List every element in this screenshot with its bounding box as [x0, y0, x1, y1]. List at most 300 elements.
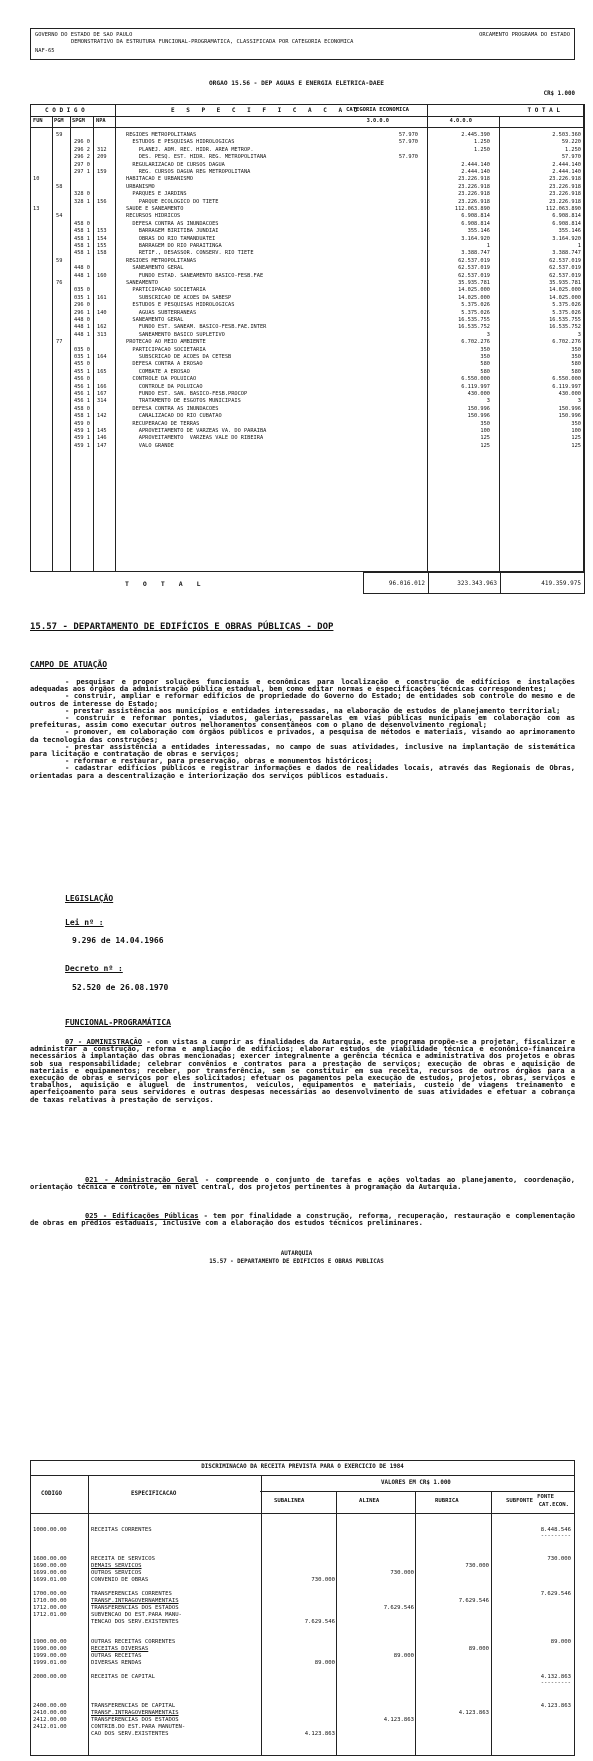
- receita-cell-e: TRANSF.INTRAGOVERNAMENTAIS: [91, 1598, 179, 1604]
- budget-cell-npa: 153: [97, 228, 107, 235]
- col-head-especificacao: E S P E C I F I C A C A O: [171, 107, 362, 114]
- budget-cell-v4: 23.226.918: [458, 198, 490, 205]
- header-report-title: ORCAMENTO PROGRAMA DO ESTADO: [479, 32, 570, 38]
- receita-cell-c: 2000.00.00: [33, 1674, 67, 1680]
- budget-cell-pgm: 59: [56, 132, 63, 138]
- budget-cell-desc: PARQUE ECOLOGICO DO TIETE: [126, 198, 219, 205]
- budget-cell-t: 35.935.781: [549, 280, 581, 286]
- budget-cell-spgm: 448 0: [74, 317, 90, 323]
- budget-cell-spgm: 296 0: [74, 139, 90, 146]
- budget-cell-v4: 23.226.918: [458, 176, 490, 183]
- budget-cell-spgm: 296 2: [74, 154, 90, 161]
- receita-cell-e: TENCAO DOS SERV.EXISTENTES: [91, 1619, 179, 1625]
- receita-col-subfonte: SUBFONTE: [506, 1498, 533, 1504]
- campo-item: - cadastrar edifícios públicos e registrar informações e dados de realidades locais, através das Regionais de Obras, orientadas para a descentralização e interiorização dos serviços públicos estaduais.: [30, 763, 575, 780]
- budget-cell-npa: 167: [97, 391, 107, 397]
- budget-cell-v3: 57.970: [398, 132, 418, 138]
- receita-cell-sf: 7.629.546: [458, 1598, 489, 1604]
- receita-cell-sf: 4.123.863: [458, 1710, 489, 1716]
- budget-cell-desc: FUNDO EST. SANEAM. BASICO-FESB.FAE.INTER: [126, 324, 267, 331]
- program-07-text: - com vistas a cumprir as finalidades da Autarquia, este programa propõe-se a projetar, fiscalizar e administrar a construção, reforma e ampliação de edifícios; elaborar estudos de viabilidade técnica e econômico-financeira necessários à implantação das obras mencionadas; exercer integralmente a gerência técnica e administrativa dos projetos e obras sob sua responsabilidade; celebrar convênios e contratos para a prestação de serviços; execução de obras e aquisição de materiais e equipamentos; receber, por transferência, sem se constituir em sua receita, recursos de outros órgãos para a execução de obras e serviços por eles solicitados; efetuar os pagamentos pela execução de estudos, projetos, obras, serviços e trabalhos, aquisição e aluguel de instrumentos, veículos, equipamentos e materiais, custeio de viagens treinamento e aperfeiçoamento para seus servidores e outras despesas necessárias ao desenvolvimento de suas atividades e efetuar a cobrança de taxas relativas à prestação de serviços.: [30, 1037, 575, 1104]
- receita-cell-e: RECEITAS DE CAPITAL: [91, 1674, 155, 1680]
- budget-cell-t: 150.996: [558, 413, 581, 420]
- budget-cell-desc: SUBSCRICAO DE ACOES DA CETESB: [126, 354, 232, 360]
- budget-row: [31, 280, 584, 287]
- receita-cell-fon: 730.000: [547, 1556, 571, 1562]
- budget-row: [31, 443, 584, 450]
- receita-cell-e: DIVERSAS RENDAS: [91, 1660, 142, 1666]
- budget-cell-spgm: 458 0: [74, 405, 90, 412]
- budget-row: [31, 421, 584, 428]
- budget-cell-spgm: 458 1: [74, 250, 90, 257]
- funcional-title: FUNCIONAL-PROGRAMÁTICA: [65, 1018, 171, 1027]
- budget-cell-t: 23.226.918: [549, 198, 581, 205]
- budget-row: [31, 147, 584, 154]
- budget-cell-t: 59.220: [561, 139, 581, 146]
- budget-cell-v4: 6.908.814: [461, 213, 490, 220]
- receita-cell-rub: 4.123.863: [383, 1717, 414, 1723]
- budget-cell-v4: 430.000: [467, 391, 490, 397]
- budget-cell-npa: 155: [97, 243, 107, 249]
- receita-underline: ---------: [540, 1680, 571, 1686]
- receita-cell-c: 1999.01.00: [33, 1660, 67, 1666]
- col-head-codigo: C O D I G O: [45, 107, 85, 114]
- receita-table-title: DISCRIMINACAO DA RECEITA PREVISTA PARA O EXERCICIO DE 1984: [201, 1464, 404, 1470]
- budget-cell-pgm: 77: [56, 339, 63, 346]
- receita-cell-fon: 4.123.863: [540, 1703, 571, 1709]
- budget-cell-spgm: 458 1: [74, 228, 90, 235]
- budget-cell-t: 16.535.755: [549, 317, 581, 323]
- budget-cell-fun: 10: [33, 176, 40, 183]
- campo-item: - pesquisar e propor soluções funcionais e econômicas para localização e construção de edifícios e instalações adequadas aos órgãos da administração pública estadual, bem como editar normas e especificações técnicas correspondentes;: [30, 677, 575, 694]
- col-fun: FUN: [33, 118, 43, 124]
- budget-cell-t: 14.025.000: [549, 287, 581, 294]
- receita-cell-fon: 7.629.546: [540, 1591, 571, 1597]
- receita-row: [31, 1731, 574, 1738]
- budget-cell-t: 3.388.747: [552, 250, 581, 257]
- budget-cell-t: 23.226.918: [549, 191, 581, 198]
- receita-cell-c: 2412.00.00: [33, 1717, 67, 1723]
- receita-cell-c: 1699.00.00: [33, 1570, 67, 1576]
- budget-cell-t: 350: [571, 354, 581, 360]
- budget-row: [31, 376, 584, 383]
- budget-cell-npa: 146: [97, 435, 107, 442]
- budget-cell-desc: CONTROLE DA POLUICAO: [126, 376, 197, 383]
- budget-row: [31, 184, 584, 191]
- budget-cell-desc: FUNDO ESTAD. SANEAMENTO BASICO-FESB.FAE: [126, 272, 264, 279]
- header-subtitle: DEMONSTRATIVO DA ESTRUTURA FUNCIONAL-PROGRAMATICA, CLASSIFICADA POR CATEGORIA ECONOMICA: [71, 39, 354, 45]
- receita-cell-c: 2400.00.00: [33, 1703, 67, 1709]
- budget-cell-desc: CANALIZACAO DO RIO CUBATAO: [126, 413, 222, 420]
- budget-cell-npa: 209: [97, 154, 107, 161]
- budget-cell-npa: 166: [97, 383, 107, 390]
- receita-cell-c: 1990.00.00: [33, 1646, 67, 1652]
- budget-cell-spgm: 448 1: [74, 331, 90, 338]
- receita-cell-ali: 7.629.546: [304, 1619, 335, 1625]
- receita-underline: ---------: [540, 1533, 571, 1539]
- budget-cell-t: 3: [577, 331, 581, 338]
- budget-cell-desc: SUBSCRICAO DE ACOES DA SABESP: [126, 294, 232, 301]
- receita-col-especificacao: ESPECIFICACAO: [131, 1491, 177, 1497]
- budget-cell-v4: 6.908.814: [461, 220, 490, 227]
- budget-cell-spgm: 459 1: [74, 442, 90, 449]
- receita-cell-c: 1699.01.00: [33, 1577, 67, 1583]
- receita-cell-c: 2412.01.00: [33, 1724, 67, 1730]
- budget-cell-spgm: 448 1: [74, 272, 90, 279]
- campo-item: - construir e reformar pontes, viadutos, galerias, passarelas em vias públicas municipais em colaboração com as prefeituras, assim como executar outros melhoramentos consentâneos com o plano de desenvolvimento regional;: [30, 713, 575, 730]
- budget-cell-spgm: 328 0: [74, 191, 90, 198]
- budget-cell-spgm: 458 1: [74, 243, 90, 249]
- budget-cell-v4: 1.250: [474, 139, 490, 146]
- budget-row: [31, 199, 584, 206]
- budget-row: [31, 258, 584, 265]
- receita-cell-e: RECEITAS DIVERSAS: [91, 1646, 149, 1652]
- budget-cell-desc: PLANEJ. ADM. REC. HIDR. AREA METROP.: [126, 146, 254, 153]
- program-021-paragraph: [30, 1176, 575, 1190]
- total-cat-3: 96.016.012: [363, 572, 429, 594]
- budget-row: [31, 221, 584, 228]
- budget-cell-desc: RECUPERACAO DE TERRAS: [126, 420, 200, 427]
- budget-cell-pgm: 54: [56, 213, 63, 220]
- budget-cell-t: 16.535.752: [549, 324, 581, 331]
- campo-item: - construir, ampliar e reformar edifícios de propriedade do Governo do Estado; de entidades sob controle do mesmo e de outros de interesse do Estado;: [30, 691, 575, 708]
- budget-cell-fun: 13: [33, 206, 40, 212]
- receita-cell-c: 1900.00.00: [33, 1639, 67, 1645]
- receita-cell-e: CONVENIO DE OBRAS: [91, 1577, 149, 1583]
- budget-cell-spgm: 456 1: [74, 391, 90, 397]
- budget-cell-t: 5.375.026: [552, 309, 581, 316]
- budget-cell-spgm: 455 1: [74, 368, 90, 375]
- budget-cell-npa: 159: [97, 169, 107, 175]
- budget-row: [31, 162, 584, 169]
- budget-cell-spgm: 455 0: [74, 361, 90, 368]
- budget-cell-desc: URBANISMO: [126, 183, 155, 190]
- budget-cell-t: 23.226.918: [549, 176, 581, 183]
- dop-title: 15.57 - DEPARTAMENTO DE EDIFÍCIOS E OBRAS PÚBLICAS - DOP: [30, 622, 334, 632]
- budget-cell-npa: 140: [97, 309, 107, 316]
- budget-cell-npa: 147: [97, 442, 107, 449]
- budget-cell-spgm: 296 2: [74, 146, 90, 153]
- receita-cell-c: 2410.00.00: [33, 1710, 67, 1716]
- budget-cell-v4: 125: [480, 442, 490, 449]
- program-025-text: - tem por finalidade a construção, reforma, recuperação, restauração e complementação de obras em prédios estaduais, inclusive com a elaboração dos estudos técnicos preliminares.: [30, 1211, 575, 1228]
- budget-cell-desc: TRATAMENTO DE ESGOTOS MUNICIPAIS: [126, 398, 241, 405]
- budget-cell-pgm: 76: [56, 280, 63, 286]
- receita-cell-c: 1712.01.00: [33, 1612, 67, 1618]
- receita-cell-e: OUTROS SERVICOS: [91, 1570, 142, 1576]
- receita-row: [31, 1577, 574, 1584]
- budget-cell-t: 6.119.997: [552, 383, 581, 390]
- budget-total-row: [30, 572, 585, 594]
- budget-cell-npa: 156: [97, 198, 107, 205]
- budget-cell-spgm: 456 1: [74, 383, 90, 390]
- budget-row: [31, 250, 584, 257]
- budget-cell-v4: 16.535.755: [458, 317, 490, 323]
- budget-cell-npa: 160: [97, 272, 107, 279]
- budget-row: [31, 413, 584, 420]
- budget-row: [31, 287, 584, 294]
- col-cat-3: 3.0.0.0: [366, 118, 389, 124]
- budget-cell-spgm: 035 0: [74, 346, 90, 353]
- budget-cell-pgm: 59: [56, 257, 63, 264]
- budget-row: [31, 213, 584, 220]
- col-spgm: SPGM: [72, 118, 85, 124]
- budget-row: [31, 406, 584, 413]
- budget-cell-t: 125: [571, 442, 581, 449]
- budget-cell-spgm: 456 0: [74, 376, 90, 383]
- budget-cell-desc: RETIF., DESASSOR. CONSERV. RIO TIETE: [126, 250, 254, 257]
- budget-cell-npa: 312: [97, 146, 107, 153]
- budget-cell-v4: 580: [480, 361, 490, 368]
- receita-table: [30, 1460, 575, 1756]
- receita-col-codigo: CODIGO: [41, 1491, 62, 1497]
- total-grand: 419.359.975: [500, 572, 585, 594]
- orgao-title: ORGAO 15.56 - DEP AGUAS E ENERGIA ELETRICA-DAEE: [208, 80, 385, 87]
- budget-cell-desc: REGIOES METROPOLITANAS: [126, 132, 197, 138]
- receita-cell-rub: 730.000: [390, 1570, 414, 1576]
- budget-table: [30, 104, 585, 572]
- budget-cell-v4: 6.550.000: [461, 376, 490, 383]
- budget-cell-t: 3.164.920: [552, 235, 581, 242]
- budget-cell-v4: 3: [486, 398, 490, 405]
- budget-cell-desc: PROTECAO AO MEIO AMBIENTE: [126, 339, 206, 346]
- budget-cell-v4: 2.444.140: [461, 169, 490, 175]
- budget-row: [31, 310, 584, 317]
- budget-cell-t: 2.444.140: [552, 169, 581, 175]
- budget-row: [31, 154, 584, 161]
- budget-cell-v4: 2.445.390: [461, 132, 490, 138]
- budget-cell-desc: SANEAMENTO BASICO SUPLETIVO: [126, 331, 225, 338]
- budget-cell-t: 5.375.026: [552, 302, 581, 309]
- currency-unit: CR$ 1.000: [543, 91, 575, 97]
- budget-cell-t: 57.970: [561, 154, 581, 161]
- campo-paragraphs: [30, 678, 575, 779]
- program-07-paragraph: [30, 1038, 575, 1103]
- budget-cell-desc: HABITACAO E URBANISMO: [126, 176, 193, 183]
- report-header: [30, 28, 575, 60]
- budget-cell-pgm: 58: [56, 183, 63, 190]
- budget-cell-t: 355.146: [558, 228, 581, 235]
- budget-cell-desc: BARRAGEM BIRITIBA JUNDIAI: [126, 228, 219, 235]
- budget-cell-spgm: 035 1: [74, 354, 90, 360]
- col-head-total: T O T A L: [527, 107, 560, 114]
- budget-cell-v4: 16.535.752: [458, 324, 490, 331]
- receita-cell-c: 1600.00.00: [33, 1556, 67, 1562]
- receita-col-subalinea: SUBALINEA: [274, 1498, 305, 1504]
- receita-cell-fon: 89.000: [550, 1639, 571, 1645]
- budget-cell-desc: ESTUDOS E PESQUISAS HIDROLOGICAS: [126, 139, 235, 146]
- campo-item: - reformar e restaurar, para preservação, obras e monumentos históricos;: [65, 756, 373, 766]
- budget-cell-t: 62.537.019: [549, 265, 581, 272]
- budget-cell-v4: 62.537.019: [458, 265, 490, 272]
- budget-cell-desc: SANEAMENTO: [126, 280, 158, 286]
- budget-cell-desc: ESTUDOS E PESQUISAS HIDROLOGICAS: [126, 302, 235, 309]
- budget-cell-spgm: 035 0: [74, 287, 90, 294]
- receita-col-rubrica: RUBRICA: [435, 1498, 459, 1504]
- budget-cell-spgm: 458 0: [74, 220, 90, 227]
- budget-cell-desc: RECURSOS HIDRICOS: [126, 213, 181, 220]
- budget-cell-v4: 150.996: [467, 413, 490, 420]
- budget-cell-t: 350: [571, 346, 581, 353]
- budget-cell-v4: 350: [480, 354, 490, 360]
- budget-row: [31, 384, 584, 391]
- budget-row: [31, 265, 584, 272]
- budget-cell-npa: 154: [97, 235, 107, 242]
- receita-cell-fon: 8.448.546: [540, 1527, 571, 1533]
- budget-row: [31, 302, 584, 309]
- program-025-paragraph: [30, 1212, 575, 1226]
- legislacao-title: LEGISLAÇÃO: [65, 894, 114, 903]
- budget-row: [31, 228, 584, 235]
- budget-cell-t: 2.444.140: [552, 161, 581, 168]
- header-form-code: NAF-65: [35, 48, 55, 54]
- budget-cell-desc: APROVEITAMENTO VARZEAS VALE DO RIBEIRA: [126, 435, 264, 442]
- budget-cell-desc: DEFESA CONTRA AS INUNDACOES: [126, 220, 219, 227]
- budget-row: [31, 391, 584, 398]
- budget-cell-t: 1.250: [565, 146, 581, 153]
- budget-cell-v4: 1.250: [474, 146, 490, 153]
- budget-cell-desc: COMBATE A EROSAO: [126, 368, 190, 375]
- budget-row: [31, 236, 584, 243]
- budget-cell-spgm: 297 0: [74, 161, 90, 168]
- budget-cell-t: 3: [577, 398, 581, 405]
- budget-cell-npa: 158: [97, 250, 107, 257]
- autarquia-label: AUTARQUIA: [280, 1251, 313, 1257]
- budget-row: [31, 324, 584, 331]
- budget-cell-spgm: 035 1: [74, 294, 90, 301]
- receita-cell-rub: 89.000: [393, 1653, 414, 1659]
- budget-cell-desc: SANEAMENTO GERAL: [126, 317, 184, 323]
- decreto-value: 52.520 de 26.08.1970: [72, 983, 169, 992]
- budget-cell-v4: 3.164.920: [461, 235, 490, 242]
- budget-cell-v4: 150.996: [467, 405, 490, 412]
- budget-row: [31, 369, 584, 376]
- budget-cell-v4: 35.935.781: [458, 280, 490, 286]
- budget-cell-t: 62.537.019: [549, 257, 581, 264]
- budget-cell-t: 6.908.814: [552, 220, 581, 227]
- budget-row: [31, 176, 584, 183]
- budget-cell-npa: 161: [97, 294, 107, 301]
- receita-cell-e: RECEITA DE SERVICOS: [91, 1556, 155, 1562]
- budget-cell-t: 125: [571, 435, 581, 442]
- col-head-categoria: CATEGORIA ECONOMICA: [346, 107, 409, 113]
- budget-row: [31, 169, 584, 176]
- budget-cell-v4: 5.375.026: [461, 302, 490, 309]
- budget-cell-desc: DES. PESQ. EST. HIDR. REG. METROPOLITANA: [126, 154, 267, 161]
- budget-cell-desc: OBRAS DO RIO TAMANDUATEI: [126, 235, 216, 242]
- budget-row: [31, 139, 584, 146]
- receita-cell-e: TRANSFERENCIAS DE CAPITAL: [91, 1703, 176, 1709]
- budget-cell-t: 430.000: [558, 391, 581, 397]
- budget-cell-t: 1: [577, 243, 581, 249]
- budget-cell-v4: 6.119.997: [461, 383, 490, 390]
- autarquia-department: 15.57 - DEPARTAMENTO DE EDIFICIOS E OBRAS PUBLICAS: [209, 1259, 384, 1265]
- budget-cell-spgm: 448 1: [74, 324, 90, 331]
- budget-row: [31, 132, 584, 139]
- budget-cell-t: 14.025.000: [549, 294, 581, 301]
- budget-cell-npa: 313: [97, 331, 107, 338]
- receita-cell-c: 1710.00.00: [33, 1598, 67, 1604]
- col-cat-4: 4.0.0.0: [449, 118, 472, 124]
- col-pgm: PGM: [54, 118, 64, 124]
- receita-row: [31, 1660, 574, 1667]
- campo-item: - promover, em colaboração com órgãos públicos e privados, a pesquisa de métodos e materiais, visando ao aprimoramento da tecnologia das construções;: [30, 727, 575, 744]
- receita-cell-c: 1712.00.00: [33, 1605, 67, 1611]
- budget-row: [31, 206, 584, 213]
- total-label: TOTAL: [125, 580, 215, 588]
- budget-cell-t: 6.908.814: [552, 213, 581, 220]
- budget-cell-npa: 314: [97, 398, 107, 405]
- budget-cell-v4: 62.537.019: [458, 257, 490, 264]
- budget-row: [31, 273, 584, 280]
- budget-cell-spgm: 328 1: [74, 198, 90, 205]
- receita-cell-sf: 730.000: [465, 1563, 489, 1569]
- receita-cell-ali: 730.000: [311, 1577, 335, 1583]
- budget-cell-desc: DEFESA CONTRA AS INUNDACOES: [126, 405, 219, 412]
- budget-cell-desc: DEFESA CONTRA A EROSAO: [126, 361, 203, 368]
- budget-cell-npa: 164: [97, 354, 107, 360]
- budget-cell-spgm: 296 0: [74, 302, 90, 309]
- budget-cell-v4: 355.146: [467, 228, 490, 235]
- budget-cell-desc: CONTROLE DA POLUICAO: [126, 383, 203, 390]
- budget-cell-desc: REGIOES METROPOLITANAS: [126, 257, 197, 264]
- budget-cell-desc: REG. CURSOS DAGUA REG METROPOLITANA: [126, 169, 251, 175]
- receita-cell-sf: 89.000: [468, 1646, 489, 1652]
- program-07-heading: 07 - ADMINISTRAÇÃO: [65, 1037, 143, 1046]
- receita-cell-ali: 4.123.863: [304, 1731, 335, 1737]
- lei-value: 9.296 de 14.04.1966: [72, 936, 164, 945]
- receita-col-cat-econ: CAT.ECON.: [538, 1502, 569, 1508]
- receita-cell-e: TRANSFERENCIAS CORRENTES: [91, 1591, 172, 1597]
- receita-cell-e: RECEITAS CORRENTES: [91, 1527, 152, 1533]
- budget-cell-v4: 14.025.000: [458, 287, 490, 294]
- budget-cell-npa: 165: [97, 368, 107, 375]
- receita-cell-c: 1000.00.00: [33, 1527, 67, 1533]
- budget-cell-t: 112.063.890: [545, 206, 581, 212]
- receita-cell-e: DEMAIS SERVICOS: [91, 1563, 142, 1569]
- budget-cell-desc: REGULARIZACAO DE CURSOS DAGUA: [126, 161, 225, 168]
- receita-cell-e: SUBVENCAO DO EST.PARA MANU-: [91, 1612, 182, 1618]
- campo-item: - prestar assistência a entidades interessadas, no campo de suas atividades, inclusive na implantação de sistemática para licitação e contratação de obras e serviços;: [30, 741, 575, 759]
- budget-cell-desc: PARTICIPACAO SOCIETARIA: [126, 346, 206, 353]
- budget-cell-v4: 3: [486, 331, 490, 338]
- col-npa: NPA: [96, 118, 106, 124]
- budget-row: [31, 243, 584, 250]
- receita-row: [31, 1527, 574, 1539]
- receita-row: [31, 1619, 574, 1626]
- budget-cell-v4: 580: [480, 368, 490, 375]
- budget-cell-v4: 14.025.000: [458, 294, 490, 301]
- receita-cell-e: TRANSFERENCIAS DOS ESTADOS: [91, 1717, 179, 1723]
- budget-cell-v4: 23.226.918: [458, 183, 490, 190]
- budget-cell-spgm: 458 1: [74, 235, 90, 242]
- budget-cell-v3: 57.970: [398, 154, 418, 161]
- budget-cell-v4: 3.388.747: [461, 250, 490, 257]
- budget-cell-v4: 23.226.918: [458, 191, 490, 198]
- receita-cell-fon: 4.132.863: [540, 1674, 571, 1680]
- budget-cell-desc: PARQUES E JARDINS: [126, 191, 187, 198]
- budget-cell-t: 350: [571, 420, 581, 427]
- receita-cell-c: 1690.00.00: [33, 1563, 67, 1569]
- budget-cell-desc: PARTICIPACAO SOCIETARIA: [126, 287, 206, 294]
- budget-cell-spgm: 296 1: [74, 309, 90, 316]
- budget-cell-t: 150.996: [558, 405, 581, 412]
- campo-title: CAMPO DE ATUAÇÃO: [30, 660, 108, 669]
- budget-cell-t: 580: [571, 368, 581, 375]
- budget-cell-npa: 145: [97, 428, 107, 434]
- budget-cell-desc: VALO GRANDE: [126, 442, 174, 449]
- budget-row: [31, 347, 584, 354]
